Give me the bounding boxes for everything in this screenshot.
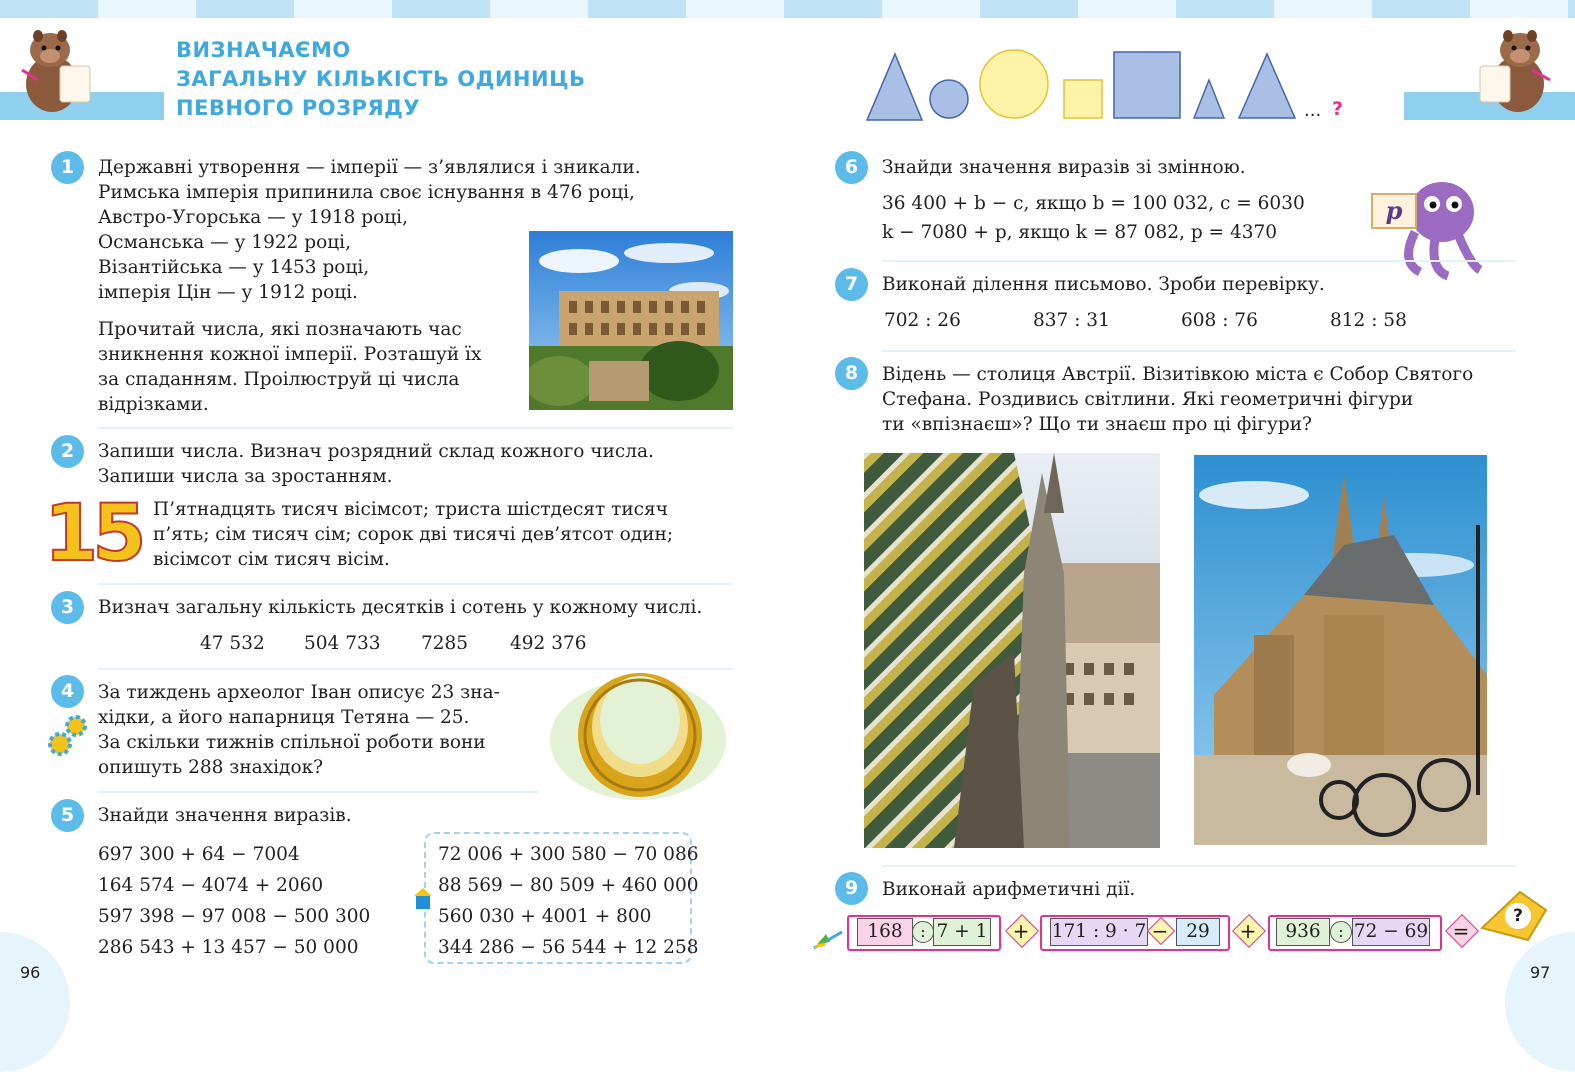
task-number-4: 4 xyxy=(51,675,84,708)
task8-text xyxy=(882,362,1473,437)
task-number-7: 7 xyxy=(835,268,868,301)
task8-line: Стефана. Роздивись світлини. Які геометричні фігури xyxy=(882,389,1414,410)
division-expression: 702 : 26 xyxy=(884,310,961,331)
separator xyxy=(882,865,1516,867)
task1-line: Османська — у 1922 році, xyxy=(98,232,351,253)
task3-number: 504 733 xyxy=(304,633,381,654)
result-tag-icon xyxy=(1480,888,1550,944)
shapes-ellipsis: ... xyxy=(1304,100,1322,121)
circle-shape xyxy=(980,50,1048,118)
chain-cell: 171 : 9 · 7 xyxy=(1050,918,1148,946)
geometric-shapes-row xyxy=(862,46,1342,124)
task9-text: Виконай арифметичні дії. xyxy=(882,879,1136,900)
task1-text-2 xyxy=(98,317,481,417)
chain-operator: : xyxy=(912,921,934,943)
triangle-shape xyxy=(1239,54,1295,118)
page-number-right: 97 xyxy=(1530,963,1551,982)
task1-line: зникнення кожної імперії. Розташуй їх xyxy=(98,344,482,365)
big-number-15: 15 xyxy=(44,489,141,579)
result-placeholder: ? xyxy=(1513,906,1523,926)
task-number-5: 5 xyxy=(51,799,84,832)
chain-cell: 168 xyxy=(857,918,913,946)
page-number-left: 96 xyxy=(20,963,41,982)
task2-text xyxy=(98,439,654,489)
octopus-icon xyxy=(1370,172,1485,284)
expression: 344 286 − 56 544 + 12 258 xyxy=(438,937,699,958)
shapes-question: ? xyxy=(1332,98,1344,120)
chain-cell: 29 xyxy=(1176,918,1220,946)
task4-line: За скільки тижнів спільної роботи вони xyxy=(98,732,486,753)
triangle-shape xyxy=(867,54,922,120)
task1-line: за спаданням. Проілюструй ці числа xyxy=(98,369,460,390)
expression: 72 006 + 300 580 − 70 086 xyxy=(438,844,699,865)
task-number-1: 1 xyxy=(51,151,84,184)
separator xyxy=(98,427,733,429)
title-line-2: ЗАГАЛЬНУ КІЛЬКІСТЬ ОДИНИЦЬ xyxy=(176,67,586,91)
lesson-title xyxy=(176,36,586,123)
pencil-icon xyxy=(414,888,432,910)
task2-numbers-text xyxy=(153,497,673,572)
separator xyxy=(98,583,733,585)
task4-text xyxy=(98,680,500,780)
expression: 286 543 + 13 457 − 50 000 xyxy=(98,937,359,958)
task1-line: Прочитай числа, які позначають час xyxy=(98,319,462,340)
expression: 597 398 − 97 008 − 500 300 xyxy=(98,906,371,927)
expression: 88 569 − 80 509 + 460 000 xyxy=(438,875,699,896)
task8-line: Відень — столиця Австрії. Візитівкою міста є Собор Святого xyxy=(882,364,1474,385)
division-expression: 608 : 76 xyxy=(1181,310,1258,331)
triangle-shape xyxy=(1194,80,1224,118)
separator xyxy=(882,260,1516,262)
task-number-2: 2 xyxy=(51,435,84,468)
capybara-mascot-icon xyxy=(14,26,94,116)
task2-line: П’ятнадцять тисяч вісімсот; триста шістдесят тисяч xyxy=(153,499,668,520)
task2-line: Запиши числа за зростанням. xyxy=(98,466,393,487)
colosseum-photo xyxy=(529,231,733,410)
square-shape xyxy=(1064,80,1102,118)
number-15-illustration xyxy=(44,488,139,580)
page-corner-right xyxy=(1505,932,1575,1072)
division-expression: 812 : 58 xyxy=(1330,310,1407,331)
chain-cell: 7 + 1 xyxy=(933,918,991,946)
separator xyxy=(98,791,538,793)
task3-number: 7285 xyxy=(421,633,469,654)
task-number-8: 8 xyxy=(835,357,868,390)
capybara-mascot-icon xyxy=(1476,26,1556,116)
cathedral-square-photo xyxy=(1194,455,1487,845)
gears-icon xyxy=(46,714,90,758)
task6-expression-2: k − 7080 + p, якщо k = 87 082, p = 4370 xyxy=(882,222,1278,243)
task2-line: п’ять; сім тисяч сім; сорок дві тисячі дев’ятсот один; xyxy=(153,524,674,545)
division-expression: 837 : 31 xyxy=(1033,310,1110,331)
page-corner-left xyxy=(0,932,70,1072)
task-number-6: 6 xyxy=(835,151,868,184)
task6-expression-1: 36 400 + b − c, якщо b = 100 032, c = 6030 xyxy=(882,193,1305,214)
chain-equals: = xyxy=(1452,919,1470,943)
variable-card-letter: p xyxy=(1385,196,1403,225)
golden-pectoral-image xyxy=(548,665,733,805)
task6-text: Знайди значення виразів зі змінною. xyxy=(882,157,1246,178)
task-number-3: 3 xyxy=(51,591,84,624)
task3-text: Визнач загальну кількість десятків і сотень у кожному числі. xyxy=(98,597,703,618)
cathedral-roof-photo xyxy=(864,453,1160,848)
task5-left-expressions xyxy=(98,839,370,963)
task5-right-expressions xyxy=(438,839,699,963)
task1-line: Візантійська — у 1453 році, xyxy=(98,257,370,278)
task7-text: Виконай ділення письмово. Зроби перевірку. xyxy=(882,274,1325,295)
task4-line: За тиждень археолог Іван описує 23 зна- xyxy=(98,682,500,703)
expression: 697 300 + 64 − 7004 xyxy=(98,844,300,865)
task1-line: Державні утворення — імперії — з’являлися і зникали. xyxy=(98,157,641,178)
chain-plus: + xyxy=(1239,919,1257,943)
title-line-3: ПЕВНОГО РОЗРЯДУ xyxy=(176,96,421,120)
task-number-9: 9 xyxy=(835,872,868,905)
task1-line: Римська імперія припинила своє існування в 476 році, xyxy=(98,182,635,203)
expression: 560 030 + 4001 + 800 xyxy=(438,906,652,927)
chain-cell: 936 xyxy=(1276,918,1330,946)
chain-plus: + xyxy=(1012,919,1030,943)
expression: 164 574 − 4074 + 2060 xyxy=(98,875,324,896)
chain-minus: − xyxy=(1151,919,1169,943)
arrow-feather-icon xyxy=(812,918,844,952)
task1-line: Австро-Угорська — у 1918 році, xyxy=(98,207,408,228)
task5-text: Знайди значення виразів. xyxy=(98,805,352,826)
title-line-1: ВИЗНАЧАЄМО xyxy=(176,38,351,62)
task2-line: Запиши числа. Визнач розрядний склад кожного числа. xyxy=(98,441,654,462)
square-shape xyxy=(1114,52,1180,118)
task3-number: 47 532 xyxy=(200,633,265,654)
separator xyxy=(882,350,1516,352)
task4-line: хідки, а його напарниця Тетяна — 25. xyxy=(98,707,470,728)
task3-number: 492 376 xyxy=(510,633,587,654)
circle-shape xyxy=(930,80,968,118)
chain-cell: 72 − 69 xyxy=(1352,918,1430,946)
task1-line: імперія Цін — у 1912 році. xyxy=(98,282,358,303)
task4-line: опишуть 288 знахідок? xyxy=(98,757,324,778)
task1-line: відрізками. xyxy=(98,394,209,415)
top-stripe xyxy=(0,0,1575,18)
task2-line: вісімсот сім тисяч вісім. xyxy=(153,549,390,570)
task8-line: ти «впізнаєш»? Що ти знаєш про ці фігури? xyxy=(882,414,1312,435)
chain-operator: : xyxy=(1330,921,1352,943)
